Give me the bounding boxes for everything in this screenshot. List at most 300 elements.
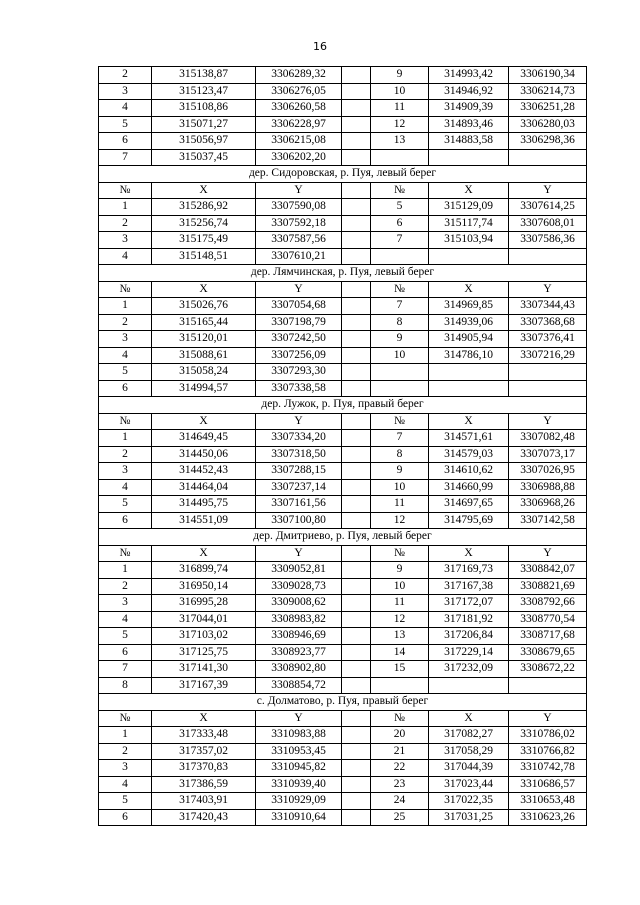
x-coordinate-right: 314939,06 [429, 314, 509, 331]
y-coordinate-right: 3307586,36 [509, 232, 587, 249]
point-number-right: 7 [371, 298, 429, 315]
point-number-left: 2 [99, 446, 152, 463]
y-coordinate-right: 3307026,95 [509, 463, 587, 480]
y-coordinate-left: 3307054,68 [256, 298, 342, 315]
point-number-left: 2 [99, 314, 152, 331]
y-coordinate-right: 3308842,07 [509, 562, 587, 579]
point-number-left: 4 [99, 776, 152, 793]
x-coordinate-left: 315108,86 [152, 100, 256, 117]
point-number-right: 10 [371, 83, 429, 100]
y-coordinate-right: 3307614,25 [509, 199, 587, 216]
x-coordinate-left: 315123,47 [152, 83, 256, 100]
y-coordinate-left: 3308923,77 [256, 644, 342, 661]
point-number-left: 1 [99, 298, 152, 315]
spacer-cell [342, 331, 371, 348]
table-row [99, 776, 587, 793]
y-coordinate-right: 3307344,43 [509, 298, 587, 315]
y-coordinate-left: 3307198,79 [256, 314, 342, 331]
x-coordinate-right [429, 149, 509, 166]
table-row [99, 661, 587, 678]
y-coordinate-right: 3310653,48 [509, 793, 587, 810]
header-y-left: Y [256, 413, 342, 430]
spacer-cell [342, 116, 371, 133]
spacer-cell [342, 232, 371, 249]
header-y-left: Y [256, 182, 342, 199]
table-row [99, 760, 587, 777]
x-coordinate-right [429, 677, 509, 694]
y-coordinate-left: 3307590,08 [256, 199, 342, 216]
spacer-cell [342, 133, 371, 150]
y-coordinate-left: 3307587,56 [256, 232, 342, 249]
spacer-cell [342, 661, 371, 678]
y-coordinate-left: 3307100,80 [256, 512, 342, 529]
y-coordinate-left: 3307592,18 [256, 215, 342, 232]
point-number-right: 9 [371, 331, 429, 348]
x-coordinate-left: 316950,14 [152, 578, 256, 595]
table-row [99, 248, 587, 265]
x-coordinate-left: 314495,75 [152, 496, 256, 513]
y-coordinate-right [509, 248, 587, 265]
x-coordinate-left: 315120,01 [152, 331, 256, 348]
y-coordinate-right: 3310742,78 [509, 760, 587, 777]
section-title-row [99, 265, 587, 282]
point-number-right [371, 677, 429, 694]
header-number-left: № [99, 545, 152, 562]
point-number-left: 5 [99, 628, 152, 645]
table-row [99, 298, 587, 315]
x-coordinate-left: 317125,75 [152, 644, 256, 661]
table-row [99, 595, 587, 612]
point-number-left: 3 [99, 760, 152, 777]
spacer-cell [342, 248, 371, 265]
x-coordinate-right: 317167,38 [429, 578, 509, 595]
x-coordinate-left: 317403,91 [152, 793, 256, 810]
column-header-row [99, 413, 587, 430]
point-number-left: 4 [99, 100, 152, 117]
point-number-left: 3 [99, 331, 152, 348]
point-number-left: 4 [99, 248, 152, 265]
point-number-right: 13 [371, 628, 429, 645]
y-coordinate-right: 3307142,58 [509, 512, 587, 529]
point-number-right: 24 [371, 793, 429, 810]
table-row [99, 512, 587, 529]
column-header-row [99, 182, 587, 199]
point-number-left: 3 [99, 595, 152, 612]
x-coordinate-right: 317229,14 [429, 644, 509, 661]
spacer-cell [342, 710, 371, 727]
x-coordinate-left: 315088,61 [152, 347, 256, 364]
point-number-right: 9 [371, 67, 429, 84]
table-row [99, 133, 587, 150]
y-coordinate-right: 3307368,68 [509, 314, 587, 331]
table-row [99, 116, 587, 133]
table-row [99, 479, 587, 496]
spacer-cell [342, 496, 371, 513]
y-coordinate-left: 3306289,32 [256, 67, 342, 84]
header-number-right: № [371, 710, 429, 727]
x-coordinate-right: 314610,62 [429, 463, 509, 480]
table-row [99, 430, 587, 447]
header-x-right: X [429, 413, 509, 430]
header-x-left: X [152, 413, 256, 430]
y-coordinate-left: 3306228,97 [256, 116, 342, 133]
point-number-right: 6 [371, 215, 429, 232]
table-row [99, 562, 587, 579]
point-number-left: 2 [99, 67, 152, 84]
point-number-right: 22 [371, 760, 429, 777]
table-row [99, 743, 587, 760]
x-coordinate-left: 315026,76 [152, 298, 256, 315]
spacer-cell [342, 479, 371, 496]
y-coordinate-left: 3309052,81 [256, 562, 342, 579]
y-coordinate-right: 3308679,65 [509, 644, 587, 661]
y-coordinate-left: 3307237,14 [256, 479, 342, 496]
point-number-right: 7 [371, 232, 429, 249]
point-number-left: 6 [99, 512, 152, 529]
spacer-cell [342, 364, 371, 381]
y-coordinate-right: 3310766,82 [509, 743, 587, 760]
table-row [99, 380, 587, 397]
y-coordinate-right: 3306251,28 [509, 100, 587, 117]
y-coordinate-left: 3306215,08 [256, 133, 342, 150]
x-coordinate-right: 314893,46 [429, 116, 509, 133]
y-coordinate-right: 3306968,26 [509, 496, 587, 513]
y-coordinate-left: 3308983,82 [256, 611, 342, 628]
y-coordinate-left: 3308854,72 [256, 677, 342, 694]
y-coordinate-left: 3310929,09 [256, 793, 342, 810]
column-header-row [99, 710, 587, 727]
point-number-left: 6 [99, 380, 152, 397]
section-title: дер. Лямчинская, р. Пуя, левый берег [99, 265, 587, 282]
y-coordinate-left: 3306276,05 [256, 83, 342, 100]
table-row [99, 67, 587, 84]
point-number-right: 23 [371, 776, 429, 793]
section-title: дер. Лужок, р. Пуя, правый берег [99, 397, 587, 414]
y-coordinate-right: 3308717,68 [509, 628, 587, 645]
spacer-cell [342, 793, 371, 810]
y-coordinate-left: 3307610,21 [256, 248, 342, 265]
header-number-left: № [99, 281, 152, 298]
point-number-right: 11 [371, 100, 429, 117]
point-number-left: 3 [99, 232, 152, 249]
point-number-right: 11 [371, 496, 429, 513]
spacer-cell [342, 760, 371, 777]
point-number-left: 7 [99, 661, 152, 678]
x-coordinate-left: 315037,45 [152, 149, 256, 166]
y-coordinate-right [509, 149, 587, 166]
y-coordinate-left: 3307161,56 [256, 496, 342, 513]
y-coordinate-left: 3307334,20 [256, 430, 342, 447]
table-row [99, 793, 587, 810]
y-coordinate-right: 3306190,34 [509, 67, 587, 84]
point-number-left: 7 [99, 149, 152, 166]
y-coordinate-left: 3307338,58 [256, 380, 342, 397]
y-coordinate-right: 3306988,88 [509, 479, 587, 496]
point-number-left: 1 [99, 727, 152, 744]
section-title-row [99, 397, 587, 414]
point-number-right: 12 [371, 116, 429, 133]
x-coordinate-left: 317420,43 [152, 809, 256, 826]
column-header-row [99, 545, 587, 562]
header-x-right: X [429, 710, 509, 727]
coordinates-table-body [99, 67, 587, 826]
y-coordinate-left: 3309028,73 [256, 578, 342, 595]
y-coordinate-left: 3307256,09 [256, 347, 342, 364]
point-number-left: 5 [99, 496, 152, 513]
x-coordinate-right: 314571,61 [429, 430, 509, 447]
point-number-left: 2 [99, 578, 152, 595]
table-row [99, 496, 587, 513]
point-number-left: 4 [99, 479, 152, 496]
header-number-right: № [371, 281, 429, 298]
header-number-left: № [99, 710, 152, 727]
point-number-right [371, 364, 429, 381]
x-coordinate-right: 314946,92 [429, 83, 509, 100]
spacer-cell [342, 776, 371, 793]
spacer-cell [342, 595, 371, 612]
spacer-cell [342, 100, 371, 117]
point-number-left: 2 [99, 743, 152, 760]
y-coordinate-right: 3307608,01 [509, 215, 587, 232]
point-number-right: 10 [371, 578, 429, 595]
table-row [99, 215, 587, 232]
x-coordinate-left: 315071,27 [152, 116, 256, 133]
x-coordinate-left: 315256,74 [152, 215, 256, 232]
section-title-row [99, 529, 587, 546]
header-y-left: Y [256, 545, 342, 562]
y-coordinate-left: 3310953,45 [256, 743, 342, 760]
section-title-row [99, 166, 587, 183]
x-coordinate-left: 314450,06 [152, 446, 256, 463]
x-coordinate-right: 317206,84 [429, 628, 509, 645]
spacer-cell [342, 446, 371, 463]
spacer-cell [342, 380, 371, 397]
y-coordinate-left: 3307293,30 [256, 364, 342, 381]
spacer-cell [342, 463, 371, 480]
y-coordinate-left: 3307318,50 [256, 446, 342, 463]
table-row [99, 314, 587, 331]
x-coordinate-left: 315286,92 [152, 199, 256, 216]
y-coordinate-right: 3310786,02 [509, 727, 587, 744]
point-number-right: 12 [371, 611, 429, 628]
point-number-left: 5 [99, 116, 152, 133]
spacer-cell [342, 727, 371, 744]
header-number-left: № [99, 182, 152, 199]
spacer-cell [342, 578, 371, 595]
table-row [99, 677, 587, 694]
point-number-right: 10 [371, 479, 429, 496]
y-coordinate-right [509, 364, 587, 381]
point-number-right: 15 [371, 661, 429, 678]
header-y-left: Y [256, 710, 342, 727]
point-number-left: 4 [99, 611, 152, 628]
point-number-right: 8 [371, 314, 429, 331]
x-coordinate-left: 317167,39 [152, 677, 256, 694]
x-coordinate-right: 314579,03 [429, 446, 509, 463]
y-coordinate-left: 3310983,88 [256, 727, 342, 744]
spacer-cell [342, 215, 371, 232]
x-coordinate-right: 315117,74 [429, 215, 509, 232]
point-number-right: 5 [371, 199, 429, 216]
header-y-right: Y [509, 710, 587, 727]
point-number-right: 20 [371, 727, 429, 744]
point-number-left: 6 [99, 644, 152, 661]
spacer-cell [342, 743, 371, 760]
y-coordinate-right: 3308821,69 [509, 578, 587, 595]
y-coordinate-left: 3310910,64 [256, 809, 342, 826]
y-coordinate-left: 3310939,40 [256, 776, 342, 793]
x-coordinate-right: 314969,85 [429, 298, 509, 315]
point-number-left: 1 [99, 430, 152, 447]
column-header-row [99, 281, 587, 298]
x-coordinate-left: 316995,28 [152, 595, 256, 612]
header-x-left: X [152, 182, 256, 199]
point-number-right: 11 [371, 595, 429, 612]
x-coordinate-right: 317232,09 [429, 661, 509, 678]
point-number-left: 5 [99, 793, 152, 810]
y-coordinate-right: 3310623,26 [509, 809, 587, 826]
point-number-left: 6 [99, 809, 152, 826]
spacer-cell [342, 611, 371, 628]
y-coordinate-right [509, 380, 587, 397]
x-coordinate-left: 315138,87 [152, 67, 256, 84]
header-x-left: X [152, 281, 256, 298]
x-coordinate-left: 316899,74 [152, 562, 256, 579]
spacer-cell [342, 83, 371, 100]
spacer-cell [342, 545, 371, 562]
y-coordinate-right: 3306214,73 [509, 83, 587, 100]
point-number-right: 21 [371, 743, 429, 760]
point-number-right: 12 [371, 512, 429, 529]
x-coordinate-right [429, 248, 509, 265]
point-number-left: 3 [99, 83, 152, 100]
header-x-left: X [152, 710, 256, 727]
table-row [99, 100, 587, 117]
x-coordinate-left: 314649,45 [152, 430, 256, 447]
x-coordinate-right: 315103,94 [429, 232, 509, 249]
point-number-right: 14 [371, 644, 429, 661]
x-coordinate-right: 314660,99 [429, 479, 509, 496]
spacer-cell [342, 628, 371, 645]
x-coordinate-left: 317333,48 [152, 727, 256, 744]
spacer-cell [342, 430, 371, 447]
x-coordinate-right: 317172,07 [429, 595, 509, 612]
x-coordinate-right: 314786,10 [429, 347, 509, 364]
y-coordinate-left: 3309008,62 [256, 595, 342, 612]
header-x-right: X [429, 281, 509, 298]
point-number-right [371, 149, 429, 166]
x-coordinate-right: 317181,92 [429, 611, 509, 628]
y-coordinate-right: 3308672,22 [509, 661, 587, 678]
x-coordinate-left: 317141,30 [152, 661, 256, 678]
point-number-right: 25 [371, 809, 429, 826]
x-coordinate-left: 317044,01 [152, 611, 256, 628]
header-x-right: X [429, 545, 509, 562]
section-title: дер. Сидоровская, р. Пуя, левый берег [99, 166, 587, 183]
y-coordinate-left: 3308902,80 [256, 661, 342, 678]
spacer-cell [342, 347, 371, 364]
coordinates-table [98, 66, 587, 826]
x-coordinate-left: 314551,09 [152, 512, 256, 529]
point-number-right: 8 [371, 446, 429, 463]
spacer-cell [342, 67, 371, 84]
spacer-cell [342, 512, 371, 529]
x-coordinate-left: 315058,24 [152, 364, 256, 381]
point-number-right: 7 [371, 430, 429, 447]
point-number-right: 10 [371, 347, 429, 364]
x-coordinate-left: 317103,02 [152, 628, 256, 645]
x-coordinate-right: 314909,39 [429, 100, 509, 117]
table-row [99, 628, 587, 645]
x-coordinate-right [429, 364, 509, 381]
y-coordinate-right: 3307376,41 [509, 331, 587, 348]
point-number-right: 13 [371, 133, 429, 150]
table-row [99, 644, 587, 661]
x-coordinate-left: 317370,83 [152, 760, 256, 777]
spacer-cell [342, 809, 371, 826]
table-row [99, 446, 587, 463]
table-row [99, 347, 587, 364]
table-row [99, 578, 587, 595]
point-number-right: 9 [371, 463, 429, 480]
x-coordinate-right [429, 380, 509, 397]
spacer-cell [342, 644, 371, 661]
header-number-right: № [371, 545, 429, 562]
x-coordinate-left: 314994,57 [152, 380, 256, 397]
x-coordinate-right: 314883,58 [429, 133, 509, 150]
section-title-row [99, 694, 587, 711]
x-coordinate-right: 314993,42 [429, 67, 509, 84]
header-x-left: X [152, 545, 256, 562]
x-coordinate-right: 317058,29 [429, 743, 509, 760]
table-row [99, 364, 587, 381]
point-number-right [371, 248, 429, 265]
section-title: с. Долматово, р. Пуя, правый берег [99, 694, 587, 711]
header-y-right: Y [509, 545, 587, 562]
point-number-left: 1 [99, 199, 152, 216]
table-row [99, 463, 587, 480]
header-y-right: Y [509, 413, 587, 430]
x-coordinate-left: 315056,97 [152, 133, 256, 150]
page-number: 16 [313, 40, 327, 53]
x-coordinate-left: 317386,59 [152, 776, 256, 793]
spacer-cell [342, 314, 371, 331]
spacer-cell [342, 199, 371, 216]
header-y-left: Y [256, 281, 342, 298]
y-coordinate-left: 3306260,58 [256, 100, 342, 117]
point-number-left: 1 [99, 562, 152, 579]
spacer-cell [342, 182, 371, 199]
table-row [99, 809, 587, 826]
y-coordinate-left: 3308946,69 [256, 628, 342, 645]
y-coordinate-right: 3307082,48 [509, 430, 587, 447]
spacer-cell [342, 413, 371, 430]
x-coordinate-right: 317023,44 [429, 776, 509, 793]
spacer-cell [342, 677, 371, 694]
point-number-right: 9 [371, 562, 429, 579]
point-number-left: 4 [99, 347, 152, 364]
header-number-right: № [371, 182, 429, 199]
spacer-cell [342, 562, 371, 579]
table-row [99, 611, 587, 628]
y-coordinate-right: 3307073,17 [509, 446, 587, 463]
spacer-cell [342, 281, 371, 298]
point-number-left: 2 [99, 215, 152, 232]
table-row [99, 232, 587, 249]
x-coordinate-right: 317044,39 [429, 760, 509, 777]
x-coordinate-right: 314697,65 [429, 496, 509, 513]
section-title: дер. Дмитриево, р. Пуя, левый берег [99, 529, 587, 546]
